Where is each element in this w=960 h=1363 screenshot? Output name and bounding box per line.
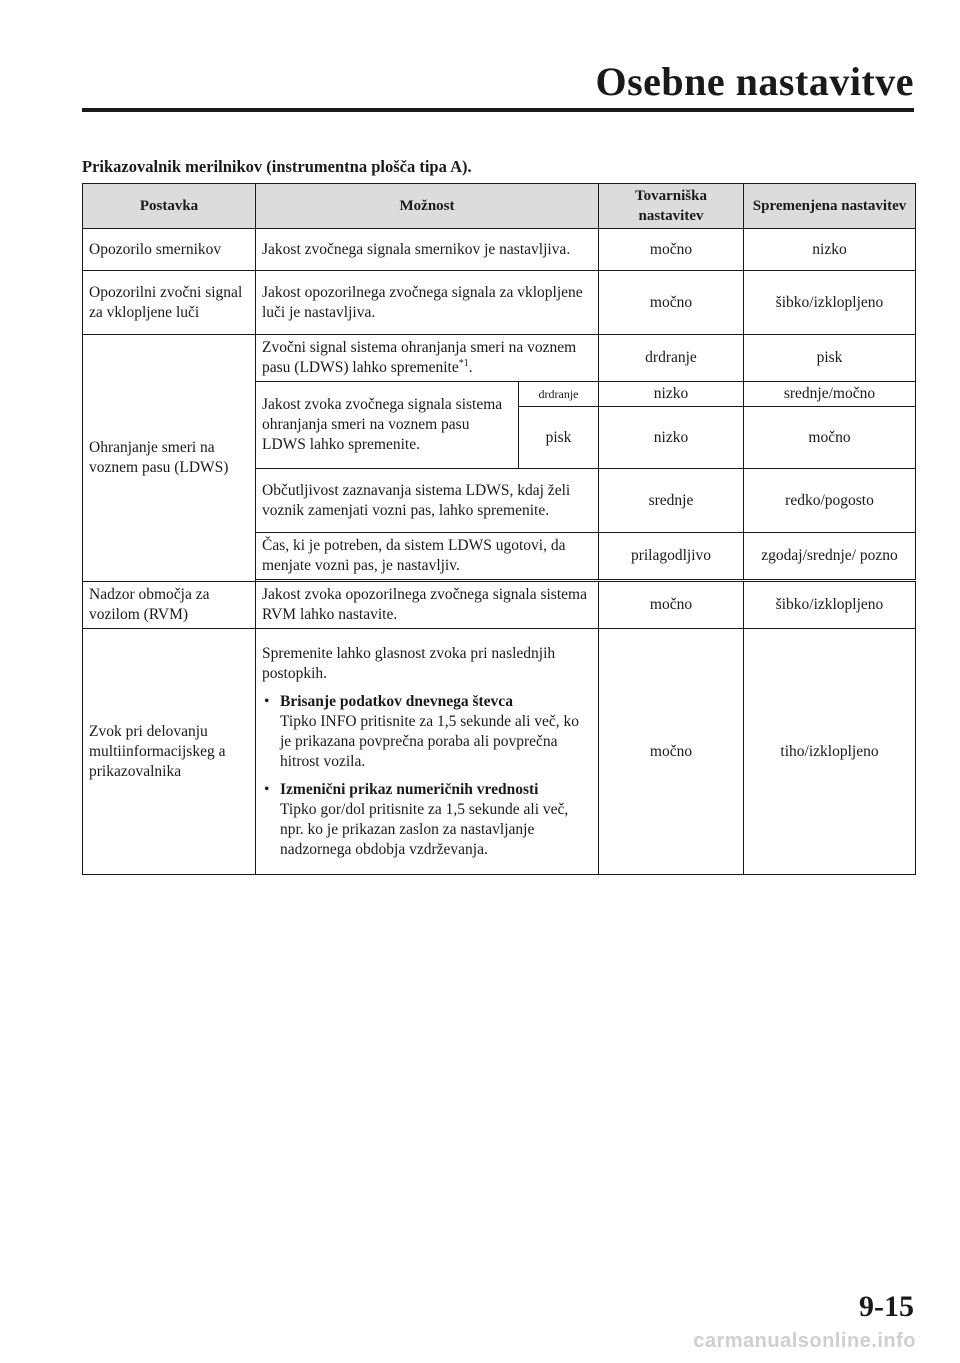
watermark: carmanualsonline.info bbox=[693, 1330, 916, 1352]
changed-cell: šibko/izklopljeno bbox=[744, 271, 916, 335]
header-item: Postavka bbox=[83, 184, 256, 229]
table-row bbox=[83, 335, 916, 382]
changed-cell: nizko bbox=[744, 229, 916, 271]
table-row bbox=[83, 271, 916, 335]
header-factory: Tovarniška nastavitev bbox=[599, 184, 744, 229]
option-intro: Spremenite lahko glasnost zvoka pri naslednjih postopkih. bbox=[262, 644, 556, 682]
factory-cell: nizko bbox=[599, 382, 744, 407]
page-title: Osebne nastavitve bbox=[595, 59, 914, 104]
changed-cell: zgodaj/srednje/ pozno bbox=[744, 533, 916, 580]
table-row bbox=[83, 629, 916, 875]
changed-cell: srednje/močno bbox=[744, 382, 916, 407]
changed-cell: pisk bbox=[744, 335, 916, 382]
header-changed: Spremenjena nastavitev bbox=[744, 184, 916, 229]
option-text: Zvočni signal sistema ohranjanja smeri na voznem pasu (LDWS) lahko spremenite bbox=[262, 339, 577, 376]
item-cell: Opozorilni zvočni signal za vklopljene luči bbox=[83, 271, 256, 335]
factory-cell: močno bbox=[599, 629, 744, 875]
option-cell bbox=[256, 335, 599, 382]
footnote-marker: *1 bbox=[458, 357, 469, 369]
factory-cell: drdranje bbox=[599, 335, 744, 382]
table-row bbox=[83, 229, 916, 271]
option-cell: Čas, ki je potreben, da sistem LDWS ugotovi, da menjate vozni pas, je nastavljiv. bbox=[256, 533, 599, 580]
option-text-end: . bbox=[468, 359, 473, 376]
bullet-title: Izmenični prikaz numeričnih vrednosti bbox=[280, 780, 539, 798]
option-cell bbox=[256, 629, 599, 875]
settings-table bbox=[82, 183, 916, 875]
option-cell: Jakost zvoka zvočnega signala sistema ohranjanja smeri na voznem pasu LDWS lahko spremenite. bbox=[256, 382, 519, 469]
table-header-row bbox=[83, 184, 916, 229]
changed-cell: redko/pogosto bbox=[744, 469, 916, 533]
bullet-icon: • bbox=[264, 692, 270, 710]
table-row bbox=[83, 582, 916, 629]
bullet-text: Tipko gor/dol pritisnite za 1,5 sekunde ali več, npr. ko je prikazan zaslon za nastavljanje nadzornega obdobja vzdrževanja. bbox=[280, 800, 569, 858]
sub-option-cell: pisk bbox=[519, 407, 599, 469]
factory-cell: močno bbox=[599, 582, 744, 629]
factory-cell: prilagodljivo bbox=[599, 533, 744, 580]
factory-cell: močno bbox=[599, 271, 744, 335]
factory-cell: srednje bbox=[599, 469, 744, 533]
page-number: 9-15 bbox=[859, 1290, 914, 1323]
table-caption: Prikazovalnik merilnikov (instrumentna plošča tipa A). bbox=[82, 157, 472, 176]
option-cell: Jakost zvoka opozorilnega zvočnega signala sistema RVM lahko nastavite. bbox=[256, 582, 599, 629]
option-cell: Občutljivost zaznavanja sistema LDWS, kdaj želi voznik zamenjati vozni pas, lahko spremenite. bbox=[256, 469, 599, 533]
bullet-item bbox=[262, 780, 592, 860]
changed-cell: močno bbox=[744, 407, 916, 469]
item-cell: Zvok pri delovanju multiinformacijskeg a prikazovalnika bbox=[83, 629, 256, 875]
bullet-icon: • bbox=[264, 780, 270, 798]
title-divider bbox=[82, 108, 914, 112]
item-cell: Ohranjanje smeri na voznem pasu (LDWS) bbox=[83, 335, 256, 582]
bullet-text: Tipko INFO pritisnite za 1,5 sekunde ali več, ko je prikazana povprečna poraba ali povprečna hitrost vozila. bbox=[280, 712, 580, 770]
bullet-item bbox=[262, 692, 592, 772]
item-cell: Nadzor območja za vozilom (RVM) bbox=[83, 582, 256, 629]
sub-option-cell: drdranje bbox=[519, 382, 599, 407]
factory-cell: nizko bbox=[599, 407, 744, 469]
header-option: Možnost bbox=[256, 184, 599, 229]
bullet-title: Brisanje podatkov dnevnega števca bbox=[280, 692, 513, 710]
changed-cell: šibko/izklopljeno bbox=[744, 582, 916, 629]
factory-cell: močno bbox=[599, 229, 744, 271]
option-cell: Jakost opozorilnega zvočnega signala za vklopljene luči je nastavljiva. bbox=[256, 271, 599, 335]
changed-cell: tiho/izklopljeno bbox=[744, 629, 916, 875]
item-cell: Opozorilo smernikov bbox=[83, 229, 256, 271]
option-cell: Jakost zvočnega signala smernikov je nastavljiva. bbox=[256, 229, 599, 271]
